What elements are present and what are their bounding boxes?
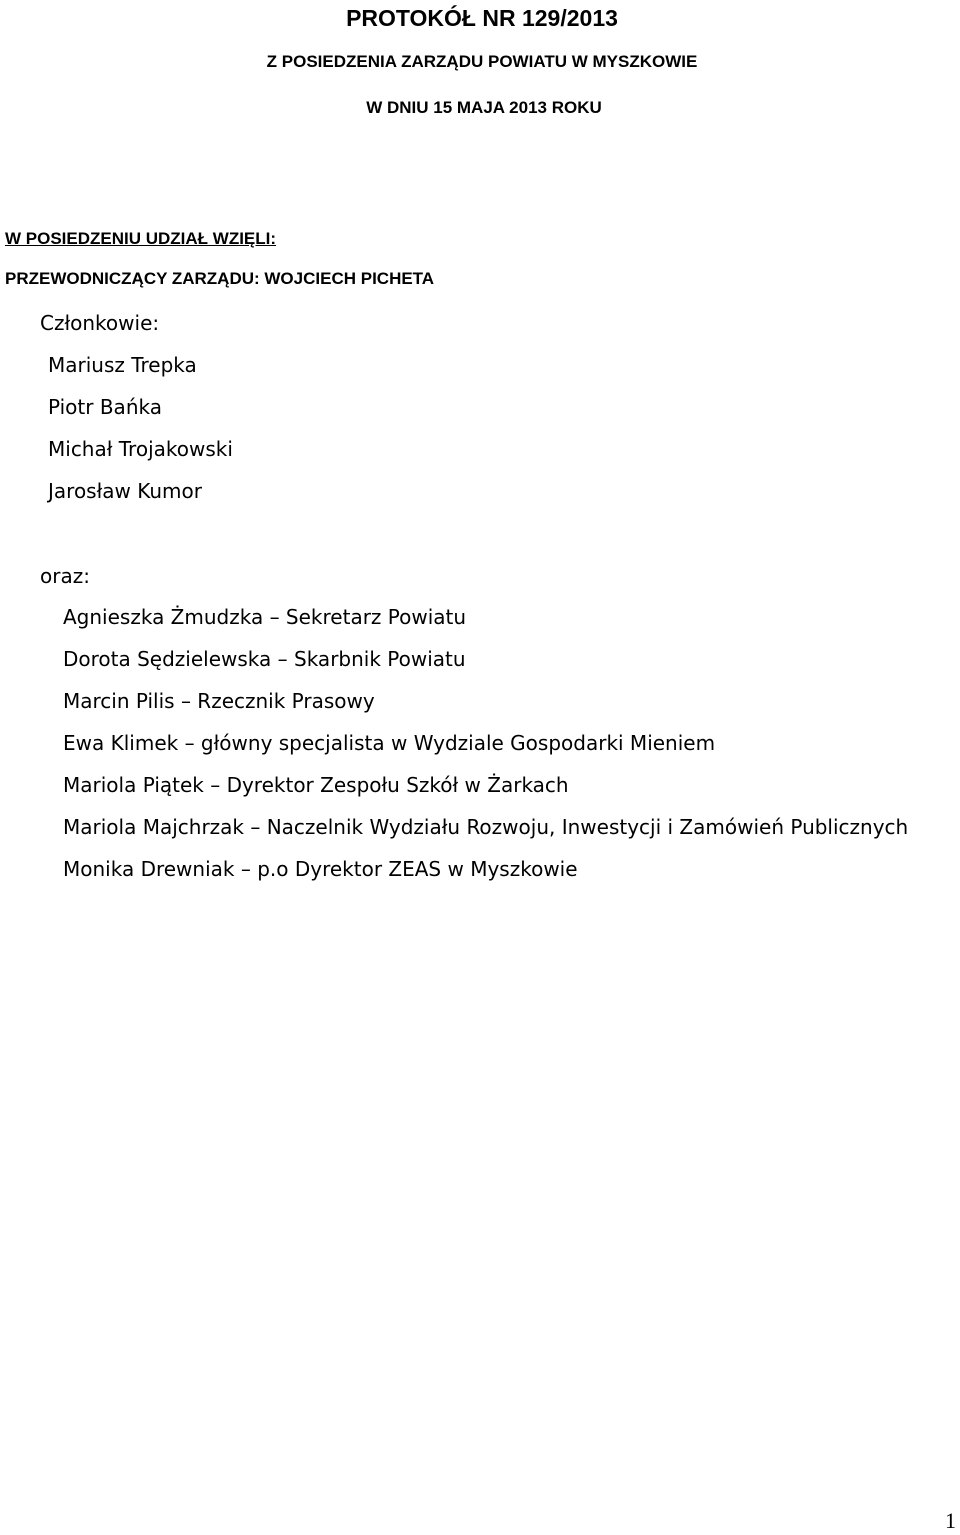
member-item: Piotr Bańka [48,395,162,419]
page-number: 1 [945,1508,956,1533]
document-title: PROTOKÓŁ NR 129/2013 [346,5,618,31]
guest-item: Monika Drewniak – p.o Dyrektor ZEAS w Myszkowie [63,857,578,881]
member-item: Mariusz Trepka [48,353,197,377]
guest-item: Mariola Piątek – Dyrektor Zespołu Szkół w Żarkach [63,773,569,797]
guest-item: Mariola Majchrzak – Naczelnik Wydziału Rozwoju, Inwestycji i Zamówień Publicznych [63,815,909,839]
attendance-heading: W POSIEDZENIU UDZIAŁ WZIĘLI: [5,229,277,248]
meeting-date: W DNIU 15 MAJA 2013 ROKU [366,98,602,117]
document-subtitle: Z POSIEDZENIA ZARZĄDU POWIATU W MYSZKOWIE [266,52,698,71]
guest-item: Ewa Klimek – główny specjalista w Wydziale Gospodarki Mieniem [63,731,716,755]
guest-item: Marcin Pilis – Rzecznik Prasowy [63,689,375,713]
member-item: Michał Trojakowski [48,437,233,461]
member-item: Jarosław Kumor [48,479,202,503]
guest-item: Agnieszka Żmudzka – Sekretarz Powiatu [63,605,467,629]
guest-item: Dorota Sędzielewska – Skarbnik Powiatu [63,647,466,671]
members-label: Członkowie: [40,311,160,335]
board-chair: PRZEWODNICZĄCY ZARZĄDU: WOJCIECH PICHETA [5,269,435,288]
also-present-label: oraz: [40,564,90,588]
